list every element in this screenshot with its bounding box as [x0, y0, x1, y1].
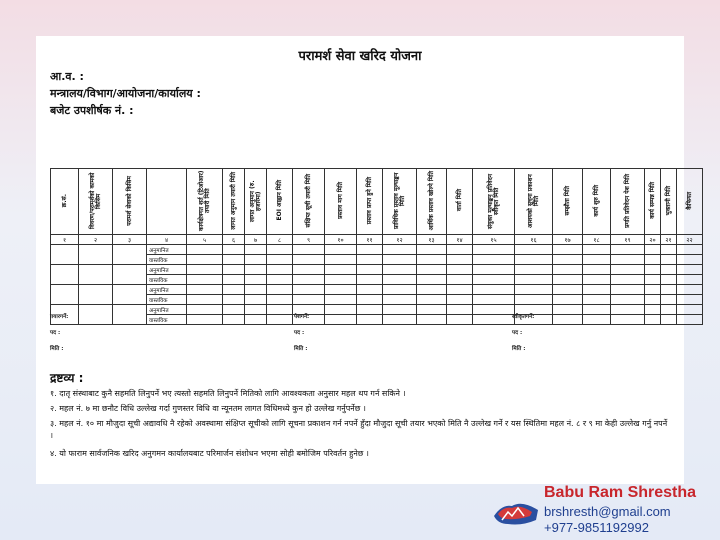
submitted-by-label: पेशगर्ने:: [294, 314, 310, 320]
table-cell[interactable]: [417, 315, 447, 325]
table-cell[interactable]: [645, 255, 661, 265]
table-cell[interactable]: [661, 295, 677, 305]
column-header: [383, 169, 417, 235]
table-cell[interactable]: [267, 285, 293, 295]
table-cell[interactable]: [325, 305, 357, 315]
table-cell[interactable]: [583, 265, 611, 275]
column-header: [51, 169, 79, 235]
table-cell[interactable]: [245, 275, 267, 285]
table-cell[interactable]: [245, 295, 267, 305]
column-header: [187, 169, 223, 235]
table-cell[interactable]: [515, 285, 553, 295]
table-cell[interactable]: [515, 255, 553, 265]
table-header-row: [51, 169, 703, 235]
table-cell[interactable]: [223, 305, 245, 315]
column-header: [245, 169, 267, 235]
table-cell[interactable]: [645, 295, 661, 305]
table-cell[interactable]: [553, 275, 583, 285]
column-header: [677, 169, 703, 235]
table-cell[interactable]: [677, 245, 703, 255]
table-cell[interactable]: [645, 315, 661, 325]
table-cell[interactable]: [357, 305, 383, 315]
column-header: [611, 169, 645, 235]
table-cell[interactable]: [383, 245, 417, 255]
column-number: १४: [447, 235, 473, 245]
column-number: १८: [583, 235, 611, 245]
table-cell[interactable]: [187, 255, 223, 265]
column-header: [515, 169, 553, 235]
column-number: ९: [293, 235, 325, 245]
table-cell[interactable]: [325, 295, 357, 305]
table-cell[interactable]: [187, 265, 223, 275]
table-cell[interactable]: [553, 315, 583, 325]
table-cell[interactable]: [553, 295, 583, 305]
table-cell[interactable]: [645, 305, 661, 315]
table-cell[interactable]: [113, 305, 147, 325]
table-cell[interactable]: [417, 275, 447, 285]
column-header: [147, 169, 187, 235]
nepal-map-logo-icon: [492, 486, 540, 534]
table-cell[interactable]: [267, 275, 293, 285]
table-cell[interactable]: [473, 245, 515, 255]
column-header: [325, 169, 357, 235]
table-cell[interactable]: [417, 245, 447, 255]
submitted-date-label: मिति :: [294, 346, 308, 352]
table-cell[interactable]: [553, 305, 583, 315]
table-row: [51, 305, 703, 315]
table-cell[interactable]: [325, 285, 357, 295]
table-row: [51, 295, 703, 305]
table-cell[interactable]: [187, 315, 223, 325]
table-cell[interactable]: [223, 295, 245, 305]
table-cell[interactable]: [677, 295, 703, 305]
table-cell[interactable]: [113, 285, 147, 305]
table-cell[interactable]: [645, 275, 661, 285]
table-cell[interactable]: [553, 265, 583, 275]
row-type-label: वास्तविक: [147, 255, 187, 265]
table-cell[interactable]: [79, 305, 113, 325]
table-cell[interactable]: [611, 255, 645, 265]
table-cell[interactable]: [515, 275, 553, 285]
table-cell[interactable]: [583, 305, 611, 315]
table-cell[interactable]: [611, 315, 645, 325]
table-cell[interactable]: [357, 315, 383, 325]
procurement-plan-table: [50, 168, 703, 325]
table-cell[interactable]: [357, 285, 383, 295]
column-header-label: प्रगति प्रतिवेदन पेश मिति: [623, 173, 631, 228]
table-cell[interactable]: [357, 245, 383, 255]
row-type-label: अनुमानित: [147, 305, 187, 315]
table-cell[interactable]: [79, 285, 113, 305]
table-cell[interactable]: [661, 305, 677, 315]
table-cell[interactable]: [583, 285, 611, 295]
table-cell[interactable]: [447, 285, 473, 295]
table-cell[interactable]: [293, 285, 325, 295]
table-row: [51, 315, 703, 325]
table-cell[interactable]: [357, 255, 383, 265]
table-cell[interactable]: [473, 255, 515, 265]
table-row: [51, 265, 703, 275]
table-cell[interactable]: [357, 265, 383, 275]
column-header: [79, 169, 113, 235]
column-header: [267, 169, 293, 235]
column-header-label: आशयको सूचना प्रकाशन मिति: [526, 173, 540, 228]
table-cell[interactable]: [383, 285, 417, 295]
table-cell[interactable]: [661, 245, 677, 255]
prepared-by-label: तयारगर्ने:: [50, 314, 69, 320]
table-cell[interactable]: [245, 265, 267, 275]
table-cell[interactable]: [187, 305, 223, 315]
column-header: [645, 169, 661, 235]
column-number: २: [79, 235, 113, 245]
column-header-label: संक्षिप्त सूची तयारी मिति: [304, 173, 312, 228]
column-header-label: लागत अनुमान तयारी मिति: [229, 171, 237, 230]
column-number: ११: [357, 235, 383, 245]
table-cell[interactable]: [223, 255, 245, 265]
column-number: ७: [245, 235, 267, 245]
table-cell[interactable]: [447, 295, 473, 305]
column-header-label: क्र.सं.: [60, 193, 68, 208]
form-sheet: [36, 36, 693, 484]
row-type-label: वास्तविक: [147, 315, 187, 325]
table-cell[interactable]: [677, 285, 703, 295]
row-type-label: अनुमानित: [147, 285, 187, 295]
column-header: [223, 169, 245, 235]
table-cell[interactable]: [267, 305, 293, 315]
table-cell[interactable]: [611, 265, 645, 275]
table-cell[interactable]: [113, 265, 147, 285]
approved-date-label: मिति :: [512, 346, 526, 352]
table-cell[interactable]: [187, 245, 223, 255]
prepared-date-label: मिति :: [50, 346, 64, 352]
table-cell[interactable]: [661, 255, 677, 265]
column-number: २१: [661, 235, 677, 245]
column-number: २२: [677, 235, 703, 245]
table-cell[interactable]: [325, 265, 357, 275]
table-cell[interactable]: [113, 245, 147, 265]
table-cell[interactable]: [661, 285, 677, 295]
column-header: [417, 169, 447, 235]
table-cell[interactable]: [325, 255, 357, 265]
table-number-row: [51, 235, 703, 245]
table-cell[interactable]: [383, 315, 417, 325]
table-cell[interactable]: [661, 315, 677, 325]
table-cell[interactable]: [677, 255, 703, 265]
table-cell[interactable]: [51, 265, 79, 285]
table-cell[interactable]: [473, 315, 515, 325]
submitted-post-label: पद :: [294, 330, 305, 336]
column-header-label: सम्झौता मिति: [563, 185, 571, 216]
column-header-label: कार्यक्षेत्रगत शर्त (टिओआर) तयारी मिति: [197, 170, 211, 231]
table-cell[interactable]: [611, 305, 645, 315]
table-cell[interactable]: [417, 255, 447, 265]
fiscal-year-label: आ.व. :: [50, 70, 84, 83]
table-cell[interactable]: [51, 245, 79, 265]
column-number: ५: [187, 235, 223, 245]
table-cell[interactable]: [187, 295, 223, 305]
table-cell[interactable]: [447, 265, 473, 275]
table-cell[interactable]: [473, 275, 515, 285]
table-cell[interactable]: [223, 315, 245, 325]
table-cell[interactable]: [223, 265, 245, 275]
column-header: [583, 169, 611, 235]
table-cell[interactable]: [473, 265, 515, 275]
table-cell[interactable]: [645, 245, 661, 255]
table-cell[interactable]: [357, 295, 383, 305]
column-header-label: प्राविधिक प्रस्ताव मूल्याङ्कन मिति: [392, 172, 406, 229]
column-number: २०: [645, 235, 661, 245]
table-cell[interactable]: [293, 295, 325, 305]
table-cell[interactable]: [583, 255, 611, 265]
table-cell[interactable]: [223, 275, 245, 285]
table-cell[interactable]: [293, 255, 325, 265]
table-row: [51, 275, 703, 285]
table-cell[interactable]: [677, 275, 703, 285]
column-header-label: प्रस्ताव माग मिति: [336, 182, 344, 219]
prepared-post-label: पद :: [50, 330, 61, 336]
row-type-label: वास्तविक: [147, 275, 187, 285]
ministry-label: मन्त्रालय/विभाग/आयोजना/कार्यालय :: [50, 87, 201, 100]
column-header-label: EOI आह्वान मिति: [275, 180, 283, 221]
table-cell[interactable]: [267, 245, 293, 255]
table-row: [51, 255, 703, 265]
table-cell[interactable]: [267, 265, 293, 275]
table-cell[interactable]: [447, 315, 473, 325]
note-item-1: १. दातृ संस्थाबाट कुनै सहमति लिनुपर्ने भए त्यस्तो सहमति लिनुपर्ने मितिको लागि आवश्यकता अनुसार महल थप गर्न सकिने ।: [50, 389, 406, 398]
row-type-label: वास्तविक: [147, 295, 187, 305]
table-cell[interactable]: [267, 255, 293, 265]
table-cell[interactable]: [383, 275, 417, 285]
column-header: [113, 169, 147, 235]
table-cell[interactable]: [325, 315, 357, 325]
column-header-label: प्रस्ताव प्राप्त हुने मिति: [365, 176, 373, 225]
author-email[interactable]: brshresth@gmail.com: [544, 504, 671, 519]
column-number: १६: [515, 235, 553, 245]
table-row: [51, 285, 703, 295]
table-cell[interactable]: [553, 285, 583, 295]
table-cell[interactable]: [661, 265, 677, 275]
column-header: [661, 169, 677, 235]
table-cell[interactable]: [677, 305, 703, 315]
table-cell[interactable]: [325, 275, 357, 285]
column-header-label: कार्य शुरु मिति: [592, 184, 600, 217]
table-cell[interactable]: [79, 265, 113, 285]
table-cell[interactable]: [611, 285, 645, 295]
column-number: ६: [223, 235, 245, 245]
column-number: १३: [417, 235, 447, 245]
table-cell[interactable]: [611, 275, 645, 285]
column-header: [473, 169, 515, 235]
column-number: १५: [473, 235, 515, 245]
column-number: १९: [611, 235, 645, 245]
table-cell[interactable]: [293, 245, 325, 255]
table-cell[interactable]: [187, 285, 223, 295]
column-header: [553, 169, 583, 235]
column-header-label: संयुक्त मूल्याङ्कन प्रतिवेदन स्वीकृत मिति: [486, 172, 500, 229]
author-branding: [488, 482, 720, 540]
table-cell[interactable]: [473, 295, 515, 305]
table-cell[interactable]: [325, 245, 357, 255]
table-cell[interactable]: [515, 245, 553, 255]
table-cell[interactable]: [583, 315, 611, 325]
table-cell[interactable]: [79, 245, 113, 265]
table-cell[interactable]: [267, 295, 293, 305]
table-cell[interactable]: [583, 245, 611, 255]
table-cell[interactable]: [417, 305, 447, 315]
table-cell[interactable]: [245, 245, 267, 255]
budget-code-label: बजेट उपशीर्षक नं. :: [50, 104, 134, 117]
column-header: [447, 169, 473, 235]
column-header-label: विवरण/परामर्शको कामको किसिम: [88, 172, 102, 229]
approved-by-label: स्वीकृतगर्ने:: [512, 314, 535, 320]
author-name: Babu Ram Shrestha: [544, 484, 697, 501]
note-item-2: २. महल नं. ७ मा छनौट विधि उल्लेख गर्दा गुणस्तर विधि वा न्यूनतम लागत विधिमध्ये कुन हो उल्लेख गर्नुपर्नेछ ।: [50, 404, 366, 413]
note-item-4: ४. यो फाराम सार्वजनिक खरिद अनुगमन कार्यालयबाट परिमार्जन संशोधन भएमा सोही बमोजिम परिवर्तन हुनेछ ।: [50, 449, 369, 458]
column-header-label: कैफियत: [685, 191, 693, 210]
column-header: [293, 169, 325, 235]
table-cell[interactable]: [645, 285, 661, 295]
column-header: [357, 169, 383, 235]
table-cell[interactable]: [417, 265, 447, 275]
note-item-3: ३. महल नं. १० मा मौजुदा सूची अद्यावधि नै रहेको अवस्थामा संक्षिप्त सूचीको लागि सूचना प्रकाशन गर्न नपर्ने हुँदा मौजुदा सूची तयार भएको मिति नै उल्लेख गर्ने र यस स्थितिमा महल नं. ८ र ९ मा केही उल्लेख गर्नु नपर्ने ।: [50, 419, 668, 440]
table-cell[interactable]: [553, 245, 583, 255]
column-number: ३: [113, 235, 147, 245]
table-row: [51, 245, 703, 255]
table-cell[interactable]: [357, 275, 383, 285]
table-cell[interactable]: [245, 305, 267, 315]
table-cell[interactable]: [645, 265, 661, 275]
column-number: ८: [267, 235, 293, 245]
table-cell[interactable]: [417, 295, 447, 305]
table-cell[interactable]: [677, 315, 703, 325]
table-cell[interactable]: [515, 295, 553, 305]
row-type-label: अनुमानित: [147, 245, 187, 255]
table-cell[interactable]: [383, 295, 417, 305]
column-header-label: आर्थिक प्रस्ताव खोल्ने मिति: [427, 170, 435, 231]
table-cell[interactable]: [473, 285, 515, 295]
table-cell[interactable]: [611, 245, 645, 255]
column-number: ४: [147, 235, 187, 245]
table-cell[interactable]: [51, 285, 79, 305]
column-number: १२: [383, 235, 417, 245]
table-cell[interactable]: [515, 265, 553, 275]
column-header-label: भुक्तानी मिति: [664, 185, 672, 216]
table-cell[interactable]: [447, 245, 473, 255]
table-cell[interactable]: [383, 265, 417, 275]
table-cell[interactable]: [293, 265, 325, 275]
page-title: परामर्श सेवा खरिद योजना: [298, 49, 422, 64]
table-cell[interactable]: [447, 255, 473, 265]
table-cell[interactable]: [553, 255, 583, 265]
column-header-label: वार्ता मिति: [455, 189, 463, 212]
table-cell[interactable]: [417, 285, 447, 295]
table-cell[interactable]: [447, 275, 473, 285]
table-cell[interactable]: [473, 305, 515, 315]
row-type-label: अनुमानित: [147, 265, 187, 275]
table-cell[interactable]: [677, 265, 703, 275]
table-cell[interactable]: [245, 285, 267, 295]
table-cell[interactable]: [223, 245, 245, 255]
author-phone: +977-9851192992: [544, 520, 649, 535]
table-cell[interactable]: [583, 295, 611, 305]
table-cell[interactable]: [245, 315, 267, 325]
column-header-label: कार्य सम्पन्न मिति: [648, 182, 656, 219]
table-cell[interactable]: [611, 295, 645, 305]
table-cell[interactable]: [223, 285, 245, 295]
column-number: १०: [325, 235, 357, 245]
table-cell[interactable]: [447, 305, 473, 315]
table-cell[interactable]: [383, 305, 417, 315]
column-header-label: परामर्श सेवाको किसिम: [125, 175, 133, 226]
table-cell[interactable]: [267, 315, 293, 325]
table-cell[interactable]: [187, 275, 223, 285]
approved-post-label: पद :: [512, 330, 523, 336]
notes-title: द्रष्टव्य :: [50, 371, 84, 385]
table-cell[interactable]: [661, 275, 677, 285]
table-cell[interactable]: [293, 275, 325, 285]
table-cell[interactable]: [383, 255, 417, 265]
column-number: १: [51, 235, 79, 245]
table-cell[interactable]: [245, 255, 267, 265]
column-header-label: लागत अनुमान (रु. हजारमा): [248, 179, 262, 222]
column-number: १७: [553, 235, 583, 245]
table-cell[interactable]: [583, 275, 611, 285]
